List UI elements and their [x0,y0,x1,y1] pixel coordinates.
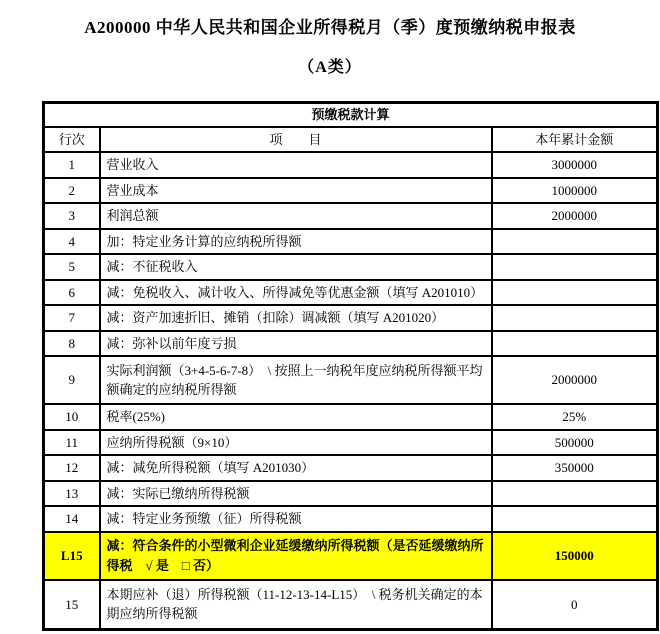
row-amount-cell[interactable]: 1000000 [492,178,658,204]
row-number: 9 [44,356,100,404]
table-row-4 [44,229,658,255]
table-row-11 [44,430,658,456]
table-row-12 [44,455,658,481]
row-item-label: 利润总额 [100,203,492,229]
row-number: 5 [44,254,100,280]
section-header: 预缴税款计算 [44,103,658,127]
col-header-row-no: 行次 [44,127,100,153]
table-row-8 [44,331,658,357]
row-amount-cell[interactable]: 2000000 [492,203,658,229]
row-number: 11 [44,430,100,456]
table-row-15 [44,580,658,630]
row-number: 1 [44,152,100,178]
row-item-label: 减：不征税收入 [100,254,492,280]
row-number: 2 [44,178,100,204]
row-amount-cell[interactable]: 500000 [492,430,658,456]
row-amount-cell[interactable] [492,331,658,357]
table-row-13 [44,481,658,507]
row-amount-cell[interactable] [492,305,658,331]
table-row-L15-highlighted [44,532,658,580]
row-item-label: 应纳所得税额（9×10） [100,430,492,456]
row-number: 7 [44,305,100,331]
row-amount-cell[interactable] [492,280,658,306]
col-header-item: 项 目 [100,127,492,153]
row-number: 4 [44,229,100,255]
row-item-label: 税率(25%) [100,404,492,430]
table-row-3 [44,203,658,229]
row-number: L15 [44,532,100,580]
row-amount-cell[interactable]: 2000000 [492,356,658,404]
form-subtitle: （A类） [298,59,362,76]
row-number: 10 [44,404,100,430]
form-title: A200000 中华人民共和国企业所得税月（季）度预缴纳税申报表 [84,18,576,37]
row-item-label: 减：资产加速折旧、摊销（扣除）调减额（填写 A201020） [100,305,492,331]
table-row-9 [44,356,658,404]
table-row-1 [44,152,658,178]
col-header-amount: 本年累计金额 [492,127,658,153]
row-item-label: 实际利润额（3+4-5-6-7-8） \ 按照上一纳税年度应纳税所得额平均额确定的应纳税所得额 [100,356,492,404]
row-item-label: 减：特定业务预缴（征）所得税额 [100,506,492,532]
row-item-label: 减：实际已缴纳所得税额 [100,481,492,507]
row-item-label-deferral-checkbox[interactable]: 减：符合条件的小型微利企业延缓缴纳所得税额（是否延缓缴纳所得税 √ 是 □ 否） [100,532,492,580]
row-item-label: 减：减免所得税额（填写 A201030） [100,455,492,481]
table-row-10 [44,404,658,430]
prepaid-tax-calculation-table [42,101,659,631]
row-amount-cell[interactable]: 25% [492,404,658,430]
row-number: 3 [44,203,100,229]
table-row-7 [44,305,658,331]
table-column-header-row [44,127,658,153]
row-amount-cell[interactable]: 350000 [492,455,658,481]
table-row-6 [44,280,658,306]
table-row-14 [44,506,658,532]
row-item-label: 减：弥补以前年度亏损 [100,331,492,357]
row-number: 13 [44,481,100,507]
row-number: 6 [44,280,100,306]
row-item-label: 减：免税收入、减计收入、所得减免等优惠金额（填写 A201010） [100,280,492,306]
row-amount-cell[interactable] [492,506,658,532]
row-amount-cell[interactable]: 150000 [492,532,658,580]
table-section-header-row [44,103,658,127]
table-row-5 [44,254,658,280]
row-item-label: 营业成本 [100,178,492,204]
row-amount-cell[interactable] [492,229,658,255]
row-item-label: 加：特定业务计算的应纳税所得额 [100,229,492,255]
table-row-2 [44,178,658,204]
row-amount-cell[interactable]: 0 [492,580,658,630]
row-item-label: 本期应补（退）所得税额（11-12-13-14-L15） \ 税务机关确定的本期应纳所得税额 [100,580,492,630]
row-number: 12 [44,455,100,481]
row-number: 14 [44,506,100,532]
row-item-label: 营业收入 [100,152,492,178]
row-amount-cell[interactable]: 3000000 [492,152,658,178]
row-number: 15 [44,580,100,630]
row-amount-cell[interactable] [492,481,658,507]
row-amount-cell[interactable] [492,254,658,280]
row-number: 8 [44,331,100,357]
